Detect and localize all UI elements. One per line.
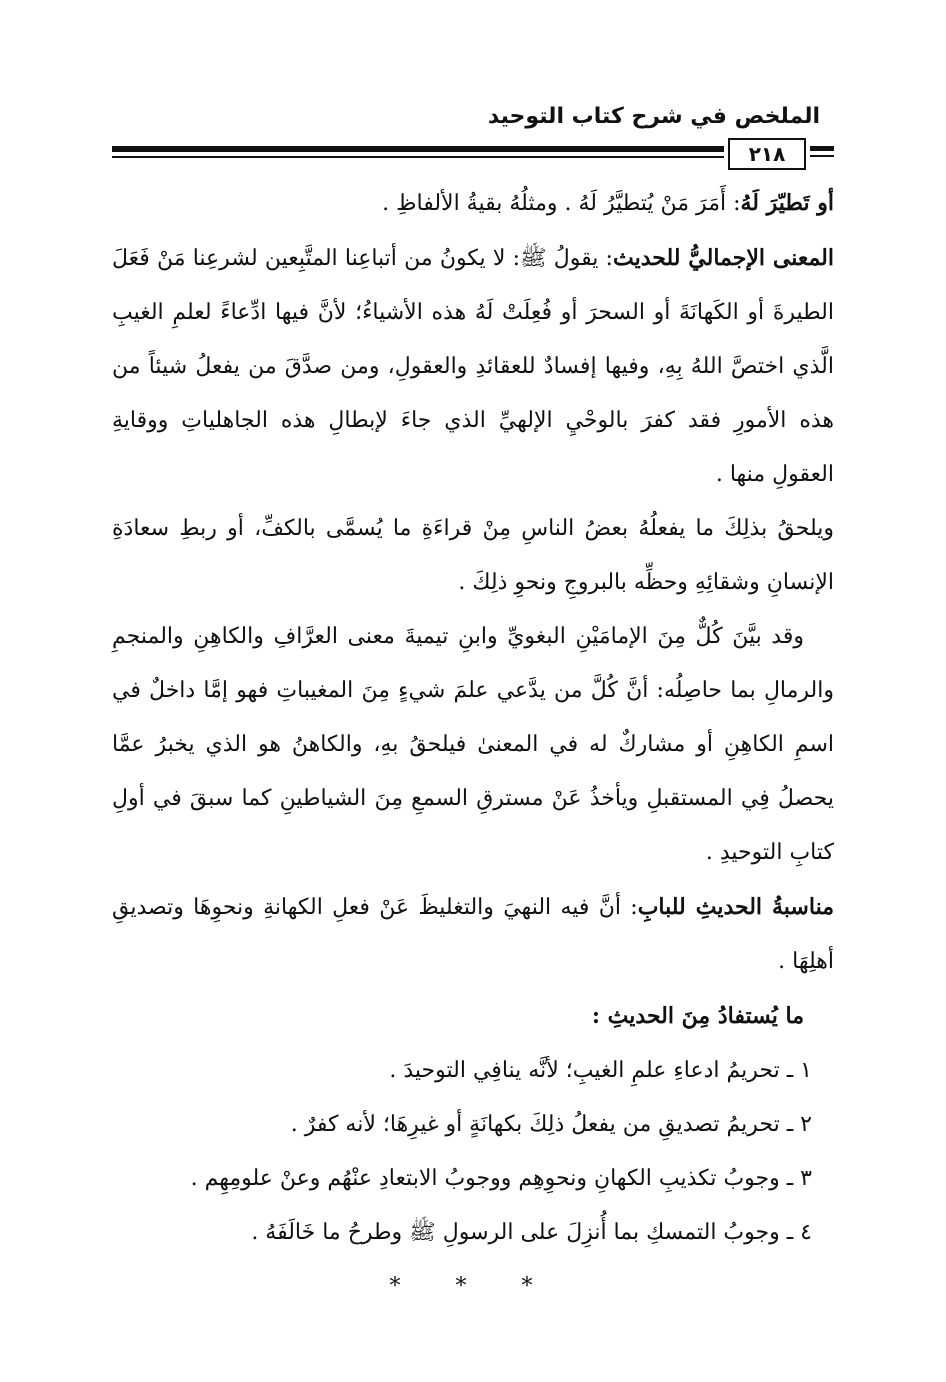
list-item: ٤ ـ وجوبُ التمسكِ بما أُنزِلَ على الرسولِ ﷺ وطرحُ ما خَالَفَهُ .: [251, 1220, 812, 1245]
page-header: [112, 100, 834, 180]
list-item: ٣ ـ وجوبُ تكذيبِ الكهانِ ونحوِهِم ووجوبُ الابتعادِ عنْهُم وعنْ علومِهِم .: [190, 1166, 812, 1191]
paragraph-1: [112, 176, 834, 231]
relevance-text: : أنَّ فيه النهيَ والتغليظَ عَنْ فعلِ الكهانةِ ونحوِهَا وتصديقِ أهلِهَا .: [112, 895, 834, 974]
paragraph-relevance: [112, 880, 834, 989]
list-item: ٢ ـ تحريمُ تصديقِ من يفعلُ ذلِكَ بكهانَةٍ أو غيرِهَا؛ لأنه كفرٌ .: [290, 1112, 812, 1137]
term-label: أو تَطيّرَ لَهُ: [740, 190, 834, 216]
header-rule-thick: [112, 146, 724, 152]
paragraph-palmistry: ويلحقُ بذلِكَ ما يفعلُهُ بعضُ الناسِ مِنْ قراءَةِ ما يُسمَّى بالكفِّ، أو ربطِ سعادَةِ الإنسانِ وشقائِهِ وحظِّه بالبروجِ ونحوِ ذلِكَ .: [112, 516, 834, 595]
paragraph-general-meaning: [112, 231, 834, 502]
header-rule-thin: [112, 156, 724, 158]
list-item: ١ ـ تحريمُ ادعاءِ علمِ الغيبِ؛ لأنَّه ينافِي التوحيدَ .: [389, 1058, 812, 1083]
header-rule-dash: [810, 146, 834, 151]
page-body: [112, 176, 834, 1314]
section-separator: * * *: [389, 1274, 557, 1299]
benefits-heading: [112, 989, 834, 1044]
section-label-relevance: مناسبةُ الحديثِ للبابِ: [637, 894, 834, 920]
running-title: الملخص في شرح كتاب التوحيد: [487, 104, 820, 129]
benefits-heading-text: ما يُستفادُ مِنَ الحديثِ :: [591, 1003, 804, 1029]
paragraph-scholars: وقد بيَّنَ كُلٌّ مِنَ الإمامَيْنِ البغويِّ وابنِ تيميةَ معنى العرَّافِ والكاهِنِ والمنجمِ والرمالِ بما حاصِلُه: أنَّ كُلَّ من يدَّعي علمَ شيءٍ مِنَ المغيباتِ فهو إمَّا داخلٌ في اسمِ الكاهِنِ أو مشاركٌ له في المعنىٰ فيلحقُ بهِ، والكاهنُ هو الذي يخبرُ عمَّا يحصلُ فِي المستقبلِ ويأخذُ عَنْ مسترقِ السمعِ مِنَ الشياطينِ كما سبقَ في أولِ كتابِ التوحيدِ .: [112, 624, 834, 865]
general-meaning-text: : يقولُ ﷺ: لا يكونُ من أتباعِنا المتَّبِعين لشرعِنا مَنْ فَعَلَ الطيرةَ أو الكَهانَةَ أو السحرَ أو فُعِلَتْ لَهُ هذه الأشياءُ؛ لأنَّ فيها ادِّعاءً لعلمِ الغيبِ الَّذي اختصَّ اللهُ بِهِ، وفيها إفسادٌ للعقائدِ والعقولِ، ومن صدَّقَ من يفعلُ شيئاً من هذه الأمورِ فقد كفرَ بالوحْيِ الإلهيِّ الذي جاءَ لإبطالِ هذه الجاهلياتِ ووقايةِ العقولِ منها .: [112, 246, 834, 487]
header-rule-dash-thin: [810, 155, 834, 157]
term-text: : أَمَرَ مَنْ يُتطيَّرُ لَهُ . ومثلُهُ بقيةُ الألفاظِ .: [382, 191, 741, 216]
section-label-general-meaning: المعنى الإجماليُّ للحديث: [612, 245, 835, 271]
page-number: ٢١٨: [728, 138, 806, 170]
